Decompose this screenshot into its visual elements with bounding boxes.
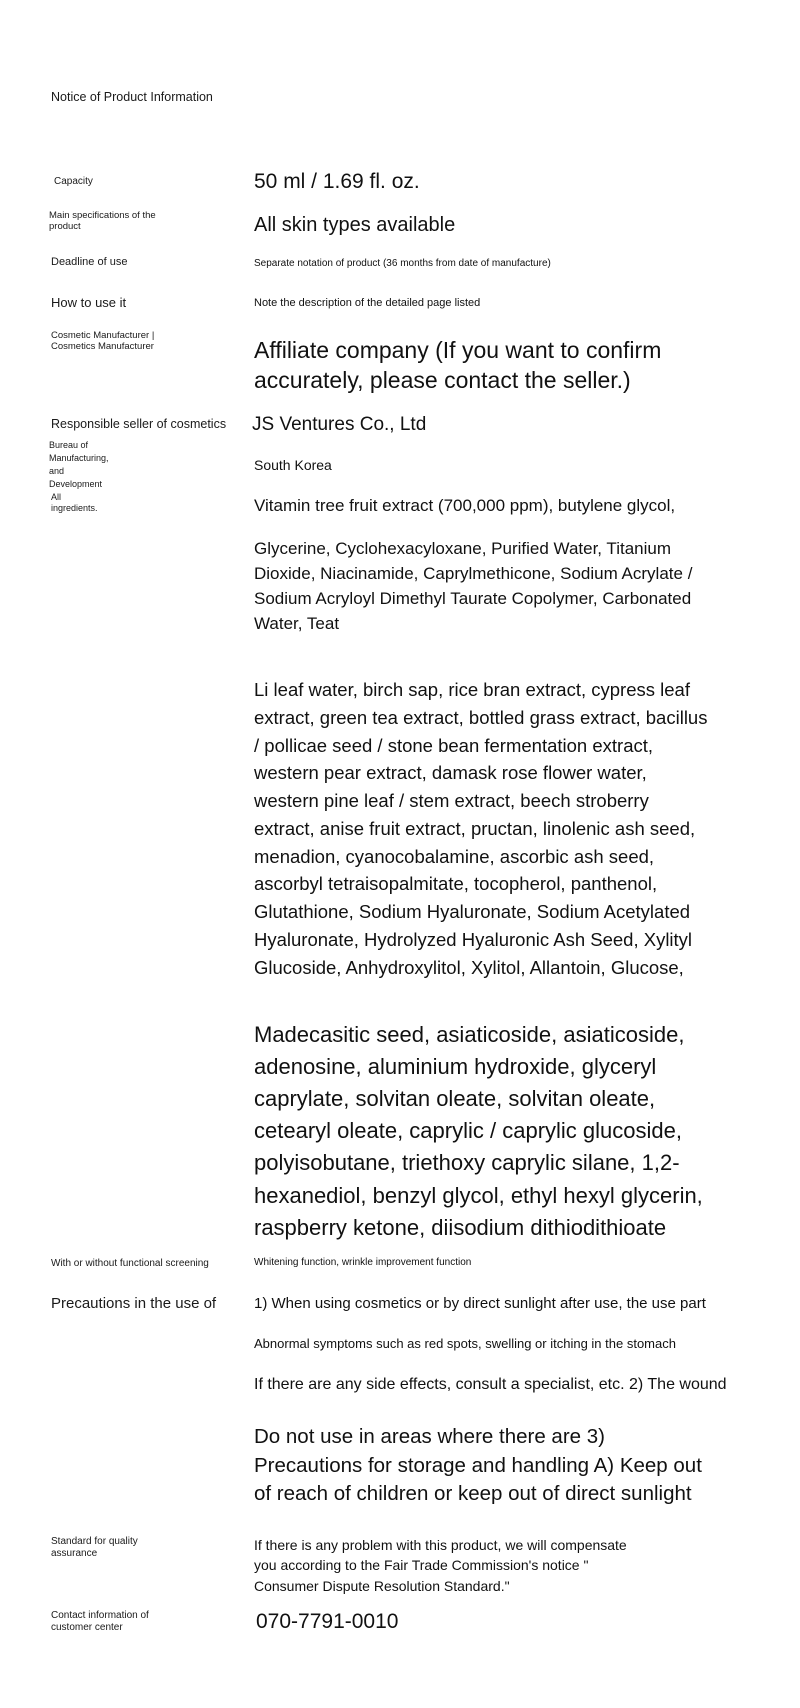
page-title: Notice of Product Information: [51, 90, 213, 104]
value-deadline-of-use: Separate notation of product (36 months from date of manufacture): [254, 258, 551, 269]
label-functional-screening: With or without functional screening: [51, 1258, 209, 1269]
label-main-specifications: Main specifications of the product: [49, 210, 156, 232]
value-precautions-4: Do not use in areas where there are 3) Precautions for storage and handling A) Keep out of reach of children or keep out of direct sunlight: [254, 1425, 702, 1506]
value-capacity: 50 ml / 1.69 fl. oz.: [254, 170, 420, 193]
label-customer-center: Contact information of customer center: [51, 1610, 149, 1633]
value-ingredients-1: Vitamin tree fruit extract (700,000 ppm), butylene glycol,: [254, 496, 676, 515]
label-responsible-seller: Responsible seller of cosmetics: [51, 417, 227, 431]
value-ingredients-2: Glycerine, Cyclohexacyloxane, Purified Water, Titanium Dioxide, Niacinamide, Caprylmethicone, Sodium Acrylate / Sodium Acryloyl Dimethyl Taurate Copolymer, Carbonated Water, Teat: [254, 539, 693, 633]
label-cosmetic-manufacturer: Cosmetic Manufacturer | Cosmetics Manufacturer: [51, 330, 155, 352]
value-ingredients-4: Madecasitic seed, asiaticoside, asiaticoside, adenosine, aluminium hydroxide, glyceryl caprylate, solvitan oleate, solvitan oleate, cetearyl oleate, caprylic / caprylic glucoside, polyisobutane, triethoxy caprylic silane, 1,2- hexanediol, benzyl glycol, ethyl hexyl glycerin, raspberry ketone, diisodium dithiodithioate: [254, 1022, 703, 1240]
value-bureau-of-manufacturing: South Korea: [254, 457, 332, 473]
value-how-to-use: Note the description of the detailed page listed: [254, 297, 481, 309]
value-customer-center: 070-7791-0010: [256, 1610, 399, 1633]
label-capacity: Capacity: [54, 176, 93, 187]
label-precautions: Precautions in the use of: [51, 1295, 217, 1312]
label-all-ingredients: All ingredients.: [51, 492, 98, 513]
value-ingredients-3: Li leaf water, birch sap, rice bran extract, cypress leaf extract, green tea extract, bottled grass extract, bacillus / pollicae seed / stone bean fermentation extract, western pear extract, damask rose flower water, western pine leaf / stem extract, beech stroberry extract, anise fruit extract, pructan, linolenic ash seed, menadion, cyanocobalamine, ascorbic ash seed, ascorbyl tetraisopalmitate, tocopherol, panthenol, Glutathione, Sodium Hyaluronate, Sodium Acetylated Hyaluronate, Hydrolyzed Hyaluronic Ash Seed, Xylityl Glucoside, Anhydroxylitol, Xylitol, Allantoin, Glucose,: [254, 679, 708, 978]
value-main-specifications: All skin types available: [254, 214, 456, 236]
value-functional-screening: Whitening function, wrinkle improvement function: [254, 1257, 472, 1268]
label-bureau-of-manufacturing: Bureau of Manufacturing, and Development: [49, 440, 109, 490]
label-deadline-of-use: Deadline of use: [51, 256, 128, 268]
value-cosmetic-manufacturer: Affiliate company (If you want to confirm accurately, please contact the seller.): [254, 337, 662, 393]
value-precautions-2: Abnormal symptoms such as red spots, swelling or itching in the stomach: [254, 1336, 676, 1351]
value-precautions-1: 1) When using cosmetics or by direct sunlight after use, the use part: [254, 1295, 706, 1312]
value-quality-assurance: If there is any problem with this product, we will compensate you according to the Fair Trade Commission's notice " Consumer Dispute Resolution Standard.": [254, 1537, 627, 1594]
label-how-to-use: How to use it: [51, 295, 127, 310]
label-quality-assurance: Standard for quality assurance: [51, 1536, 138, 1559]
value-responsible-seller: JS Ventures Co., Ltd: [252, 414, 427, 435]
value-precautions-3: If there are any side effects, consult a specialist, etc. 2) The wound: [254, 1376, 727, 1393]
